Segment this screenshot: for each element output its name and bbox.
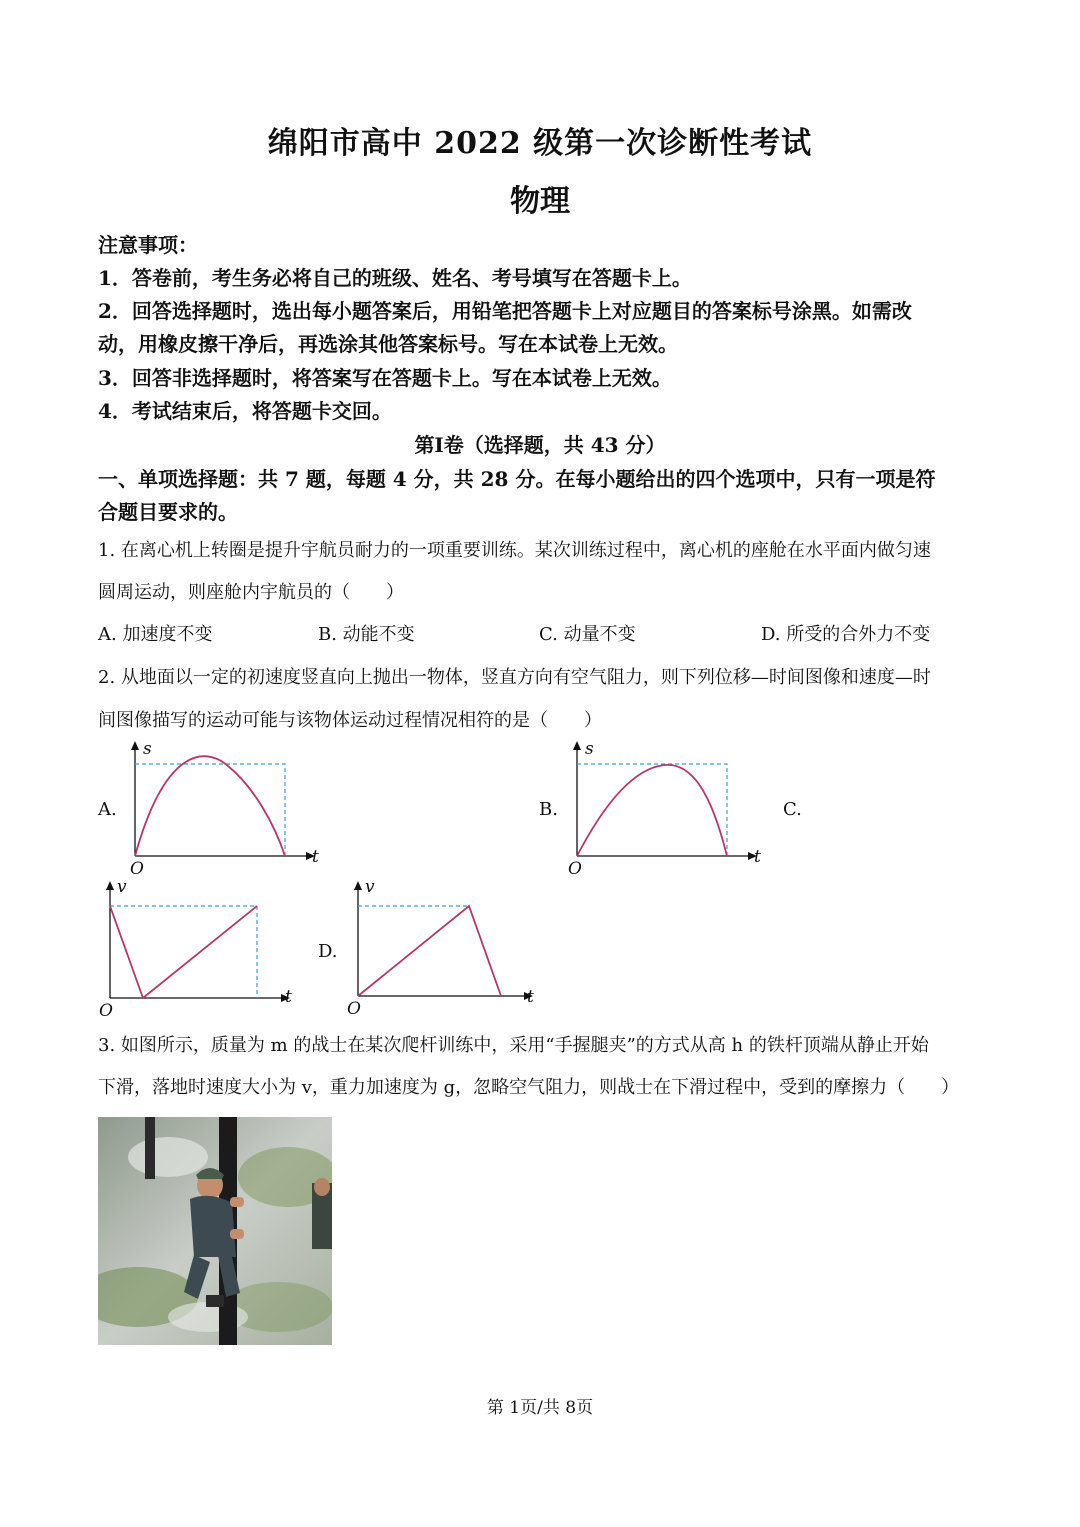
graph-a-x-label: t [312,847,319,867]
q2-label-d: D. [318,941,338,962]
question-2-text: 2. 从地面以一定的初速度竖直向上抛出一物体，竖直方向有空气阻力，则下列位移—时间图像和速度—时 [98,667,931,688]
question-3-text: 3. 如图所示，质量为 m 的战士在某次爬杆训练中，采用“手握腿夹”的方式从高 h 的铁杆顶端从静止开始 [98,1035,929,1056]
graph-a-origin: O [130,859,144,878]
q2-label-a: A. [98,799,117,820]
exam-title: 绵阳市高中 2022 级第一次诊断性考试 [267,126,813,161]
question-1-text: 1. 在离心机上转圈是提升宇航员耐力的一项重要训练。某次训练过程中，离心机的座舱在水平面内做匀速 [98,540,931,561]
section-instruction: 一、单项选择题：共 7 题，每题 4 分，共 28 分。在每小题给出的四个选项中，只有一项是符 [98,467,936,491]
graph-d [343,878,553,1018]
graph-b-y-label: s [585,739,594,759]
notice-item-1: 1．答卷前，考生务必将自己的班级、姓名、考号填写在答题卡上。 [98,266,692,290]
q2-label-c: C. [783,799,802,820]
notice-heading: 注意事项： [98,233,198,257]
q1-option-b: B. 动能不变 [318,624,415,645]
question-3-text-cont: 下滑，落地时速度大小为 v，重力加速度为 g，忽略空气阻力，则战士在下滑过程中，受到的摩擦力（ ） [98,1077,960,1098]
notice-item-3: 3．回答非选择题时，将答案写在答题卡上。写在本试卷上无效。 [98,366,672,390]
graph-d-x-label: t [527,987,534,1007]
subject-title: 物理 [510,184,570,219]
q2-label-b: B. [539,799,558,820]
page-number: 第 1页/共 8页 [486,1398,594,1418]
graph-c-origin: O [99,1001,113,1018]
graph-a-y-label: s [143,739,152,759]
q1-option-c: C. 动量不变 [539,624,636,645]
soldier-pole-climb-photo [98,1117,332,1345]
graph-d-y-label: v [365,878,375,897]
graph-c-y-label: v [117,878,127,897]
graph-c-x-label: t [285,987,292,1007]
graph-d-origin: O [347,999,361,1018]
notice-item-4: 4．考试结束后，将答题卡交回。 [98,399,392,423]
q1-option-d: D. 所受的合外力不变 [761,624,931,645]
graph-b-x-label: t [754,847,761,867]
question-1-text-cont: 圆周运动，则座舱内宇航员的（ ） [98,582,404,603]
question-2-text-cont: 间图像描写的运动可能与该物体运动过程情况相符的是（ ） [98,710,602,731]
graph-b [562,738,772,878]
section-instruction-cont: 合题目要求的。 [98,500,238,524]
graph-c [95,878,305,1018]
graph-b-origin: O [568,859,582,878]
section-title: 第Ⅰ卷（选择题，共 43 分） [414,433,666,457]
notice-item-2: 2．回答选择题时，选出每小题答案后，用铅笔把答题卡上对应题目的答案标号涂黑。如需改 [98,299,912,323]
notice-item-2-cont: 动，用橡皮擦干净后，再选涂其他答案标号。写在本试卷上无效。 [98,332,678,356]
graph-a [120,738,330,878]
q1-option-a: A. 加速度不变 [98,624,213,645]
